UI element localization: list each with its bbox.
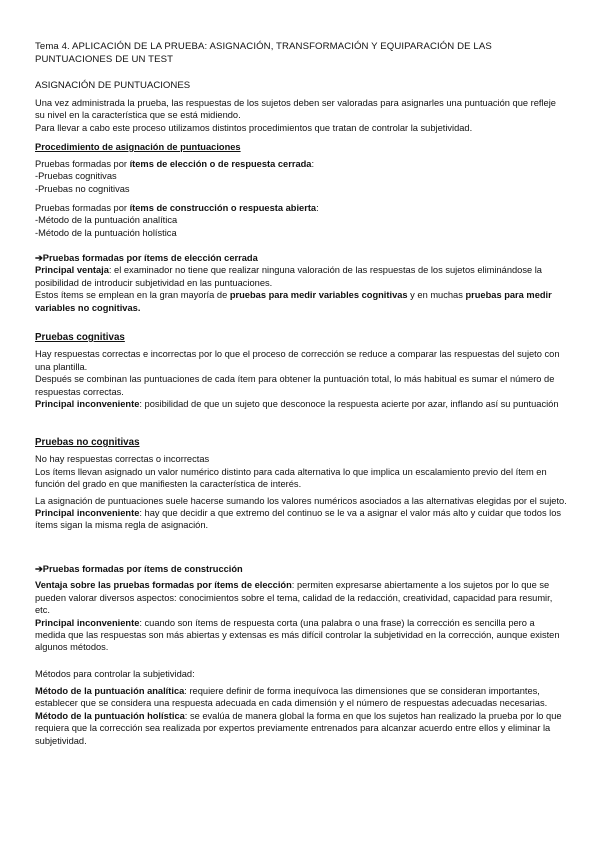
metodo-analitica-paragraph: Método de la puntuación analítica: requiere definir de forma inequívoca las dimensiones que se consideran importantes, establecer que se considera una respuesta adecuada en cada dimensión y el número de respuestas adecuadas necesarias.: [35, 686, 548, 709]
construccion-inconveniente: Principal inconveniente: cuando son ítems de respuesta corta (una palabra o una frase) la corrección es sencilla pero a medida que las respuestas son más abiertas y extensas es más difícil controlar la subjetividad en la corrección, aunque existen algunos métodos.: [35, 617, 560, 653]
procedimiento-block: [35, 141, 567, 153]
no-cognitivas-section: [35, 436, 567, 532]
no-cognitivas-text-1: No hay respuestas correctas o incorrectas: [35, 454, 210, 465]
list-item-cognitivas: -Pruebas cognitivas: [35, 171, 117, 182]
cognitivas-heading: Pruebas cognitivas: [35, 332, 125, 343]
arrow-icon: ➔: [35, 253, 43, 263]
cognitivas-text-2: Después se combinan las puntuaciones de cada ítem para obtener la puntuación total, lo más habitual es sumar el número de respuestas correctas.: [35, 374, 555, 397]
section-heading-asignacion: ASIGNACIÓN DE PUNTUACIONES: [35, 80, 191, 91]
ventaja-paragraph: Principal ventaja: el examinador no tiene que realizar ninguna valoración de las respuestas de los sujetos eliminándose la posibilidad de introducir subjetividad en las puntuaciones.: [35, 265, 542, 288]
no-cognitivas-text-2: Los ítems llevan asignado un valor numérico distinto para cada alternativa lo que implica un escalamiento previo del ítem en función del grado en que manifiesten la característica de interés.: [35, 466, 547, 490]
cerrada-section: [35, 252, 567, 314]
cerrada-list-block: [35, 158, 567, 195]
cognitivas-text-1: Hay respuestas correctas e incorrectas por lo que el proceso de corrección se reduce a comparar las respuestas del sujeto con una plantilla.: [35, 349, 560, 372]
metodos-intro: Métodos para controlar la subjetividad:: [35, 669, 195, 679]
cognitivas-section: [35, 331, 567, 410]
metodos-section: [35, 685, 567, 747]
procedimiento-heading: Procedimiento de asignación de puntuaciones: [35, 142, 241, 152]
intro-paragraph: [35, 97, 567, 134]
list-item-no-cognitivas: -Pruebas no cognitivas: [35, 183, 130, 194]
intro-text-1: Una vez administrada la prueba, las respuestas de los sujetos deben ser valoradas para asignarles una puntuación que refleje su nivel en la característica que se está midiendo.: [35, 98, 556, 121]
cognitivas-inconveniente: Principal inconveniente: posibilidad de que un sujeto que desconoce la respuesta acierte por azar, inflando así su puntuación: [35, 399, 559, 410]
empleo-paragraph: Estos ítems se emplean en la gran mayoría de pruebas para medir variables cognitivas y en muchas pruebas para medir variables no cognitivas.: [35, 290, 552, 313]
construccion-heading: ➔Pruebas formadas por ítems de construcción: [35, 564, 243, 574]
arrow-icon: ➔: [35, 564, 43, 574]
ventaja-sobre-paragraph: Ventaja sobre las pruebas formadas por ítems de elección: permiten expresarse abiertamente a los sujetos por lo que se pueden valorar diversos aspectos: conocimientos sobre el tema, calidad de la redacción, creatividad, capacidad para resumir, etc.: [35, 580, 553, 616]
cerrada-heading: ➔Pruebas formadas por ítems de elección cerrada: [35, 253, 258, 263]
no-cognitivas-inconveniente: Principal inconveniente: hay que decidir a que extremo del continuo se le va a asignar el valor más alto y cuidar que todos los ítems sigan la misma regla de asignación.: [35, 508, 562, 531]
intro-text-2: Para llevar a cabo este proceso utilizamos distintos procedimientos que tratan de controlar la subjetividad.: [35, 122, 473, 133]
document-title: Tema 4. APLICACIÓN DE LA PRUEBA: ASIGNACIÓN, TRANSFORMACIÓN Y EQUIPARACIÓN DE LAS PUNTUACIONES DE UN TEST: [35, 41, 492, 65]
cerrada-intro: Pruebas formadas por ítems de elección o de respuesta cerrada:: [35, 159, 315, 169]
abierta-list-block: [35, 202, 567, 239]
metodo-holistica-paragraph: Método de la puntuación holística: se evalúa de manera global la forma en que los sujetos han realizado la prueba por lo que requiera que la corrección sea realizada por expertos previamente entrenados para alcanzar acuerdo entre ellos y eliminar la subjetividad.: [35, 710, 562, 746]
no-cognitivas-heading: Pruebas no cognitivas: [35, 437, 140, 448]
abierta-intro: Pruebas formadas por ítems de construcción o respuesta abierta:: [35, 203, 319, 213]
no-cognitivas-text-3: La asignación de puntuaciones suele hacerse sumando los valores numéricos asociados a las alternativas elegidas por el sujeto.: [35, 495, 567, 506]
list-item-holistica: -Método de la puntuación holística: [35, 227, 177, 238]
list-item-analitica: -Método de la puntuación analítica: [35, 215, 178, 226]
construccion-section: [35, 563, 567, 654]
